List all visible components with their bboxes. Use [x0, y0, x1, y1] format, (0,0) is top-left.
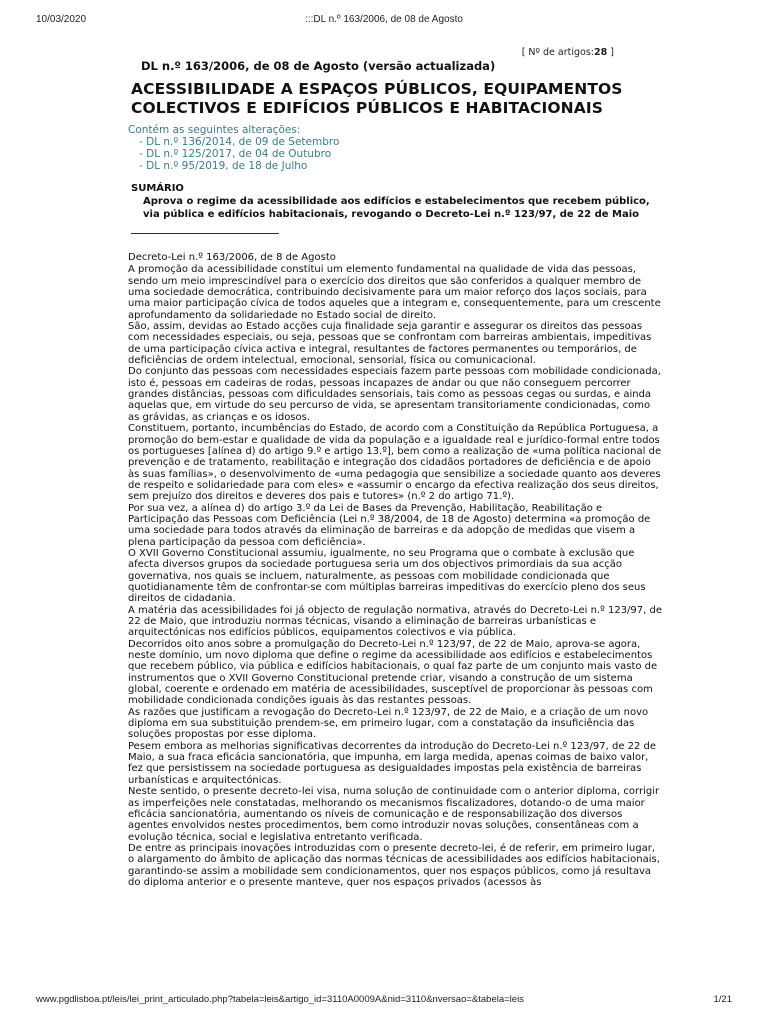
print-footer: [36, 994, 732, 1008]
article-count: [522, 47, 614, 58]
document-body: [128, 252, 664, 888]
page-number: 1/21: [713, 994, 732, 1005]
body-paragraph: A matéria das acessibilidades foi já objecto de regulação normativa, através do Decreto-Lei n.º 123/97, de 22 de Maio, que introduziu normas técnicas, visando a eliminação de barreiras urbanísticas e arquitectónicas nos edifícios públicos, equipamentos colectivos e via pública.: [128, 604, 663, 639]
body-paragraph: Por sua vez, a alínea d) do artigo 3.º da Lei de Bases da Prevenção, Habilitação, Reabilitação e Participação das Pessoas com Deficiência (Lei n.º 38/2004, de 18 de Agosto) determina «a promoção de uma sociedade para todos através da eliminação de barreiras e da adopção de medidas que visem a plena participação da pessoa com deficiência».: [128, 502, 651, 548]
amendments-heading: Contém as seguintes alterações:: [128, 124, 301, 136]
body-paragraph: São, assim, devidas ao Estado acções cuja finalidade seja garantir e assegurar os direitos das pessoas com necessidades especiais, ou seja, pessoas que se confrontam com barreiras ambientais, impeditivas de uma participação cívica activa e integral, resultantes de factores permanentes ou temporários, de deficiências de ordem intelectual, emocional, sensorial, física ou comunicacional.: [128, 321, 652, 367]
print-date: 10/03/2020: [36, 14, 87, 25]
amendment-link[interactable]: - DL n.º 136/2014, de 09 de Setembro: [139, 136, 340, 148]
decree-title: DL n.º 163/2006, de 08 de Agosto (versão actualizada): [141, 59, 496, 73]
summary-heading: SUMÁRIO: [131, 183, 184, 194]
body-paragraph: As razões que justificam a revogação do Decreto-Lei n.º 123/97, de 22 de Maio, e a criação de um novo diploma em sua substituição prendem-se, em primeiro lugar, com a constatação da insuficiência das soluções propostas por esse diploma.: [128, 706, 649, 741]
body-paragraph: Do conjunto das pessoas com necessidades especiais fazem parte pessoas com mobilidade condicionada, isto é, pessoas em cadeiras de rodas, pessoas incapazes de andar ou que não conseguem percorrer grandes distâncias, pessoas com dificuldades sensoriais, tais como as pessoas cegas ou surdas, e ainda aquelas que, em virtude do seu percurso de vida, se apresentam transitoriamente condicionadas, como as grávidas, as crianças e os idosos.: [128, 366, 661, 423]
body-paragraph: A promoção da acessibilidade constitui um elemento fundamental na qualidade de vida das pessoas, sendo um meio imprescindível para o exercício dos direitos que são conferidos a qualquer membro de uma sociedade democrática, contribuindo decisivamente para um maior reforço dos laços sociais, para uma maior participação cívica de todos aqueles que a integram e, consequentemente, para um crescente aprofundamento da solidariedade no Estado social de direito.: [128, 264, 661, 321]
body-paragraph: O XVII Governo Constitucional assumiu, igualmente, no seu Programa que o combate à exclusão que afecta diversos grupos da sociedade portuguesa seria um dos objectivos primordiais da sua acção governativa, nos quais se incluem, naturalmente, as pessoas com mobilidade condicionada que quotidianamente têm de confrontar-se com múltiplas barreiras impeditivas do exercício pleno dos seus direitos de cidadania.: [128, 547, 646, 605]
body-paragraph: De entre as principais inovações introduzidas com o presente decreto-lei, é de referir, em primeiro lugar, o alargamento do âmbito de aplicação das normas técnicas de acessibilidades aos edifícios habitacionais, garantindo-se assim a mobilidade sem condicionamentos, quer nos espaços públicos, como já resultava do diploma anterior e o presente manteve, quer nos espaços privados (acessos às: [128, 842, 660, 888]
document-main-title: ACESSIBILIDADE A ESPAÇOS PÚBLICOS, EQUIPAMENTOS COLECTIVOS E EDIFÍCIOS PÚBLICOS E HABITACIONAIS: [131, 80, 623, 117]
body-paragraph: Constituem, portanto, incumbências do Estado, de acordo com a Constituição da República Portuguesa, a promoção do bem-estar e qualidade de vida da população e a igualdade real e jurídico-formal entre todos os portugueses [alínea d) do artigo 9.º e artigo 13.º], bem como a realização de «uma política nacional de prevenção e de tratamento, reabilitação e integração dos cidadãos portadores de deficiência e de apoio às suas famílias», o desenvolvimento de «uma pedagogia que sensibilize a sociedade quanto aos deveres de respeito e solidariedade para com eles» e «assumir o encargo da efectiva realização dos seus direitos, sem prejuízo dos direitos e deveres dos pais e tutores» (n.º 2 do artigo 71.º).: [128, 423, 662, 503]
article-count-label: [ Nº de artigos:: [521, 47, 595, 58]
body-paragraph: Neste sentido, o presente decreto-lei visa, numa solução de continuidade com o anterior diploma, corrigir as imperfeições nele constatadas, melhorando os mecanismos fiscalizadores, dotando-o de uma maior eficácia sancionatória, aumentando os níveis de comunicação e de responsabilização dos diversos agentes envolvidos nestes procedimentos, bem como introduzir novas soluções, consentâneas com a evolução técnica, social e legislativa entretanto verificada.: [128, 786, 660, 843]
section-divider: [131, 233, 279, 234]
print-page-title: :::DL n.º 163/2006, de 08 de Agosto: [305, 14, 463, 25]
print-header: [14, 14, 754, 28]
summary-text: Aprova o regime da acessibilidade aos edifícios e estabelecimentos que recebem público, via pública e edifícios habitacionais, revogando o Decreto-Lei n.º 123/97, de 22 de Maio: [143, 196, 650, 220]
article-count-close: ]: [610, 47, 614, 58]
amendments-list: [128, 124, 548, 172]
amendment-link[interactable]: - DL n.º 125/2017, de 04 de Outubro: [139, 148, 332, 160]
decree-heading: Decreto-Lei n.º 163/2006, de 8 de Agosto: [128, 252, 336, 263]
body-paragraph: Pesem embora as melhorias significativas decorrentes da introdução do Decreto-Lei n.º 123/97, de 22 de Maio, a sua fraca eficácia sancionatória, que impunha, em larga medida, apenas coimas de baixo valor, fez que persistissem na sociedade portuguesa as desigualdades impostas pela existência de barreiras urbanísticas e arquitectónicas.: [128, 740, 657, 786]
amendment-link[interactable]: - DL n.º 95/2019, de 18 de Julho: [139, 160, 308, 172]
article-count-value: 28: [594, 47, 608, 58]
body-paragraph: Decorridos oito anos sobre a promulgação do Decreto-Lei n.º 123/97, de 22 de Maio, aprova-se agora, neste domínio, um novo diploma que define o regime da acessibilidade aos edifícios e estabelecimentos que recebem público, via pública e edifícios habitacionais, o qual faz parte de um conjunto mais vasto de instrumentos que o XVII Governo Constitucional pretende criar, visando a construção de um sistema global, coerente e ordenado em matéria de acessibilidades, susceptível de proporcionar às pessoas com mobilidade condicionada condições iguais às das restantes pessoas.: [128, 638, 658, 707]
print-url: www.pgdlisboa.pt/leis/lei_print_articulado.php?tabela=leis&artigo_id=3110A0009A&nid=3110&nversao=&tabela=leis: [36, 994, 524, 1005]
